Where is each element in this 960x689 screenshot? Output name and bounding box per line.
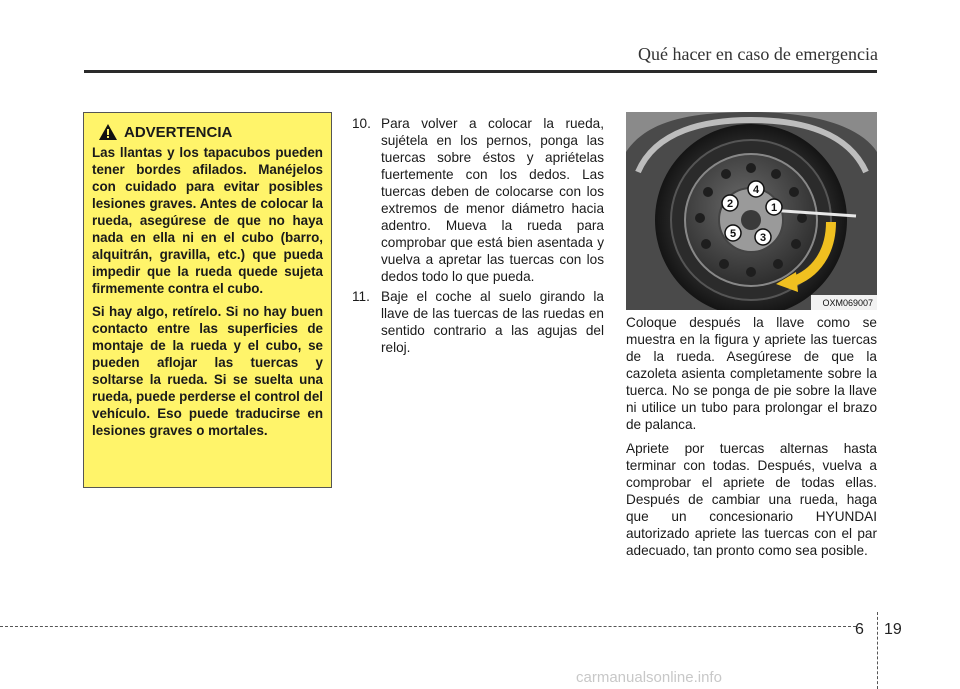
step-text: Baje el coche al suelo girando la llave de las tuercas de las ruedas en sentido contrario a las agujas del reloj.: [381, 289, 604, 355]
step-item: [352, 115, 604, 285]
svg-text:5: 5: [729, 228, 737, 240]
svg-text:4: 4: [752, 184, 760, 196]
watermark: carmanualsonline.info: [576, 669, 722, 686]
footer-divider: [877, 612, 879, 689]
nut-4: [748, 181, 764, 197]
body-paragraph: Apriete por tuercas alternas hasta terminar con todas. Después, vuelva a comprobar el apriete de todas ellas. Después de cambiar una rueda, haga que un concesionario HYUNDAI autorizado apriete las tuercas con el par adecuado, tan pronto como sea posible.: [626, 441, 877, 558]
nut-2: [722, 195, 738, 211]
nut-3: [755, 229, 771, 245]
nut-1: [766, 199, 782, 215]
right-column: [626, 314, 877, 566]
wheel-figure: [626, 112, 877, 310]
nut-5: [725, 225, 741, 241]
warning-paragraph: Las llantas y los tapacubos pueden tener bordes afilados. Manéjelos con cuidado para evitar posibles lesiones graves. Antes de colocar la rueda, asegúrese de que no haya nada en ella ni en el cubo (barro, alquitrán, gravilla, etc.) que pueda impedir que la rueda quede sujeta firmemente contra el cubo.: [92, 145, 323, 296]
warning-box: [83, 112, 332, 488]
warning-header: [98, 123, 323, 141]
chapter-number: 6: [855, 621, 864, 638]
warning-title: ADVERTENCIA: [124, 123, 233, 141]
warning-paragraph: Si hay algo, retírelo. Si no hay buen contacto entre las superficies de montaje de la rueda y el cubo, se pueden aflojar las tuercas y soltarse la rueda. Si se suelta una rueda, puede perderse el control del vehículo. Eso puede traducirse en lesiones graves o mortales.: [92, 304, 323, 438]
step-text: Para volver a colocar la rueda, sujétela en los pernos, ponga las tuercas sobre éstos y apriételas fuertemente con los dedos. Las tuercas deben de colocarse con los extremos de menor diámetro hacia adentro. Mueva la rueda para comprobar que está bien asentada y vuelva a apretar las tuercas con los dedos todo lo que pueda.: [381, 116, 604, 284]
step-list: [352, 115, 604, 359]
step-item: [352, 288, 604, 356]
step-number: 11.: [352, 289, 370, 304]
hub-center: [741, 210, 761, 230]
page-number: 19: [884, 621, 902, 638]
svg-text:1: 1: [770, 202, 778, 214]
header-rule: [84, 70, 877, 73]
footer-rule: [0, 626, 856, 627]
svg-text:3: 3: [759, 232, 767, 244]
header-title: Qué hacer en caso de emergencia: [637, 44, 878, 64]
svg-text:2: 2: [726, 198, 734, 210]
figure-code: OXM069007: [822, 298, 873, 308]
step-number: 10.: [352, 116, 371, 131]
body-paragraph: Coloque después la llave como se muestra en la figura y apriete las tuercas de la rueda. Asegúrese de que la cazoleta asienta completamente sobre la tuerca. No se ponga de pie sobre la llave ni utilice un tubo para prolongar el brazo de palanca.: [626, 315, 877, 432]
wheel-illustration: [626, 112, 877, 310]
warning-triangle-icon: [98, 123, 118, 141]
